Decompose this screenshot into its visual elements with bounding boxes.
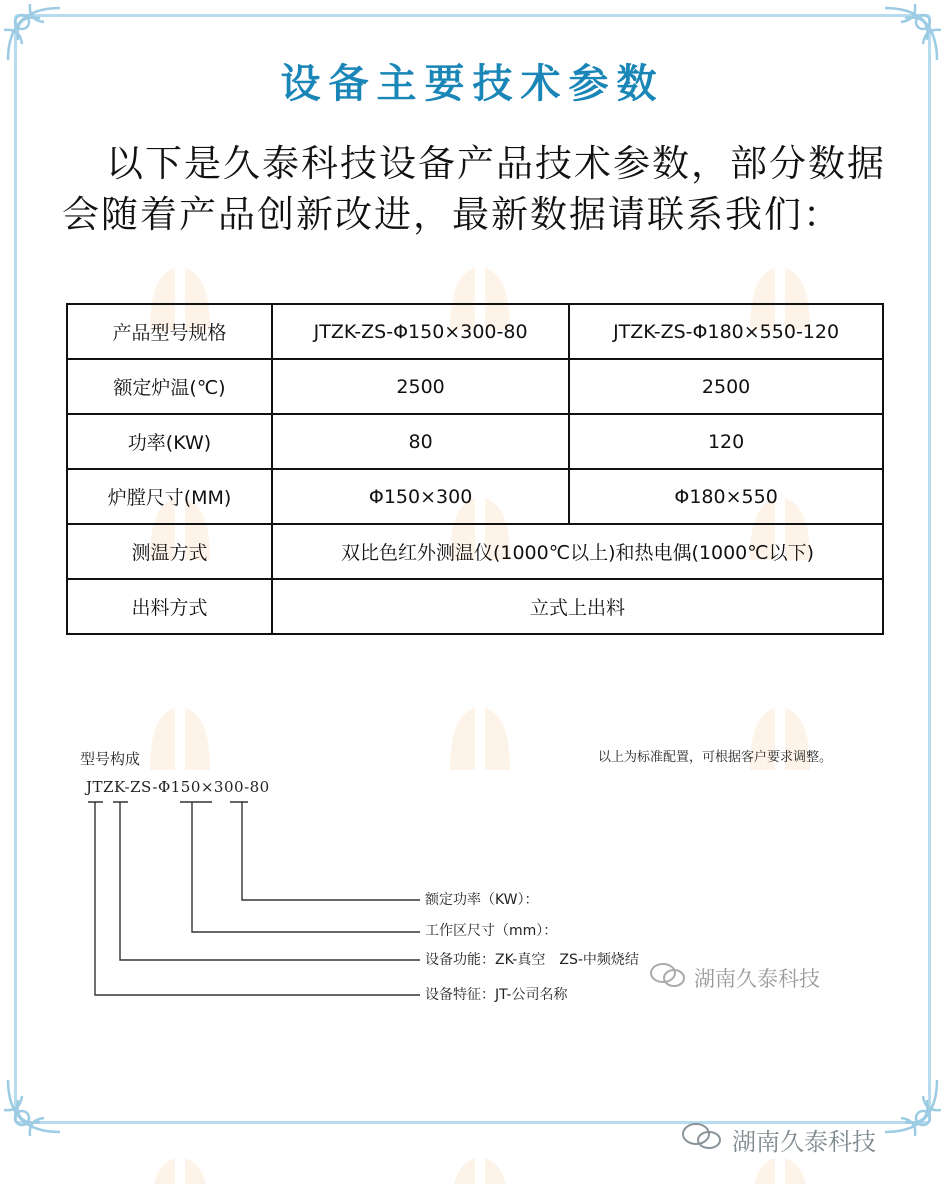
intro-paragraph: 以下是久泰科技设备产品技术参数，部分数据会随着产品创新改进，最新数据请联系我们： (62, 142, 886, 236)
table-cell: 立式上出料 (272, 579, 883, 634)
table-cell: 2500 (569, 359, 883, 414)
table-cell: 双比色红外测温仪(1000℃以上)和热电偶(1000℃以下) (272, 524, 883, 579)
model-composition-label: 型号构成 (80, 750, 141, 768)
row-label: 炉膛尺寸(MM) (67, 469, 272, 524)
table-cell: 120 (569, 414, 883, 469)
legend-power: 额定功率（KW）： (425, 892, 539, 908)
legend-feature: 设备特征：JT-公司名称 (425, 987, 568, 1003)
row-label: 产品型号规格 (67, 304, 272, 359)
brand-name: 湖南久泰科技 (694, 966, 820, 991)
table-cell: Φ150×300 (272, 469, 569, 524)
brand-name: 湖南久泰科技 (732, 1127, 876, 1156)
brand-watermark-mid (648, 960, 820, 995)
legend-size: 工作区尺寸（mm）： (425, 923, 558, 939)
table-cell: Φ180×550 (569, 469, 883, 524)
table-cell: 2500 (272, 359, 569, 414)
table-cell: 80 (272, 414, 569, 469)
model-code: JTZK-ZS-Φ150×300-80 (86, 778, 270, 796)
row-label: 出料方式 (67, 579, 272, 634)
table-cell: JTZK-ZS-Φ180×550-120 (569, 304, 883, 359)
table-cell: JTZK-ZS-Φ150×300-80 (272, 304, 569, 359)
row-label: 测温方式 (67, 524, 272, 579)
brand-watermark-bottom (680, 1120, 876, 1158)
config-note: 以上为标准配置，可根据客户要求调整。 (598, 750, 833, 765)
legend-function: 设备功能：ZK-真空 ZS-中频烧结 (425, 952, 639, 968)
wechat-icon (680, 1120, 724, 1158)
row-label: 额定炉温(℃) (67, 359, 272, 414)
wechat-icon (648, 960, 688, 995)
page-title: 设备主要技术参数 (280, 61, 665, 107)
row-label: 功率(KW) (67, 414, 272, 469)
